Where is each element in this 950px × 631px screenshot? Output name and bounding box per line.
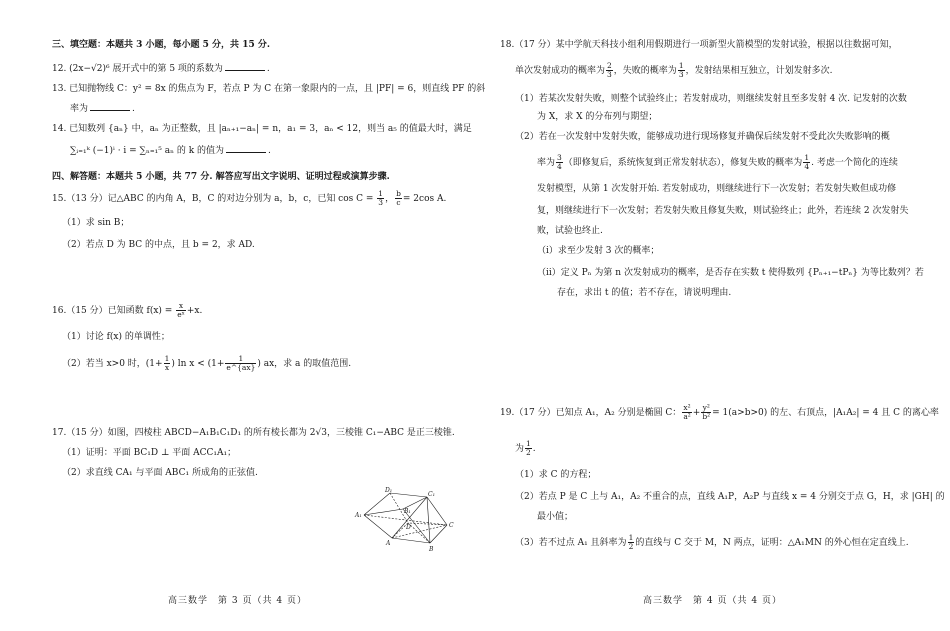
figure-label: B (429, 546, 434, 553)
question-16-stem: 16.（15 分）已知函数 f(x) = $\frac{x}{\text{eˣ}}$ +x. (52, 301, 203, 319)
fraction: $\frac{\text{y²}}{\text{b²}}$ (702, 403, 711, 421)
fraction: $\frac{1}{x}$ (164, 354, 170, 372)
answer-blank (225, 62, 265, 71)
fraction: $\frac{1}{4}$ (804, 153, 810, 171)
question-18-part-2-line-1: （2）若在一次发射中发射失败，能够成功进行现场修复并确保后续发射不受此次失败影响的概 (515, 132, 890, 142)
page-footer: 高三数学 第 4 页（共 4 页） (643, 596, 782, 606)
section-3-title: 三、填空题：本题共 3 小题，每小题 5 分，共 15 分. (52, 40, 270, 50)
question-17-stem: 17.（15 分）如图，四棱柱 ABCD−A₁B₁C₁D₁ 的所有棱长都为 2√3，三棱锥 C₁−ABC 是正三棱锥. (52, 428, 455, 438)
fraction: $\frac{1}{3}$ (378, 189, 384, 207)
question-15-stem: 15.（13 分）记△ABC 的内角 A，B，C 的对边分别为 a，b，c，已知 cos C = $\frac{1}{3}$ ， $\frac{b}{c}$ = 2cos A. (52, 189, 447, 207)
question-19-part-2-line-2: 最小值； (537, 512, 574, 522)
exam-page-4 (475, 0, 950, 631)
fraction: $\frac{1}{3}$ (678, 61, 684, 79)
question-13-line-1: 13. 已知抛物线 C：y² = 8x 的焦点为 F，若点 P 为 C 在第一象限内的一点，且 |PF| = 6，则直线 PF 的斜 (52, 84, 486, 94)
fraction: $\frac{1}{2}$ (526, 439, 531, 457)
question-18-part-2-ii-line-2: 存在，求出 t 的值；若不存在，请说明理由. (557, 288, 732, 298)
question-15-part-2: （2）若点 D 为 BC 的中点，且 b = 2，求 AD. (62, 240, 255, 250)
question-16-part-2: （2）若当 x>0 时，(1+ $\frac{1}{x}$ ) ln x < (1+ $\frac{1}{e\^{}\{ax\}}$ ) ax，求 a 的取值范围. (62, 354, 352, 372)
question-18-part-2-line-2: 率为 $\frac{3}{4}$ （即修复后，系统恢复到正常发射状态），修复失败的概率为 $\frac{1}{4}$ . 考虑一个简化的连续 (537, 153, 898, 171)
question-18-line-2: 单次发射成功的概率为 $\frac{2}{3}$ ，失败的概率为 $\frac{1}{3}$ ，发射结果相互独立，计划发射多次. (515, 61, 833, 79)
question-14-line-2: ∑ᵢ₌₁ᵏ (−1)ⁱ · i = ∑ₙ₌₁⁵ aₙ 的 k 的值为 . (70, 146, 271, 156)
answer-blank (90, 102, 130, 111)
question-18-part-1-line-2: 为 X，求 X 的分布列与期望； (537, 112, 658, 122)
figure-label: A (386, 540, 391, 547)
question-16-part-1: （1）讨论 f(x) 的单调性； (62, 332, 170, 342)
figure-label: B₁ (404, 508, 411, 515)
section-4-title: 四、解答题：本题共 5 小题，共 77 分. 解答应写出文字说明、证明过程或演算步骤. (52, 172, 390, 182)
question-19-part-1: （1）求 C 的方程； (515, 470, 597, 480)
question-18-part-2-line-5: 败，试验也终止. (537, 226, 603, 236)
question-19-part-2-line-1: （2）若点 P 是 C 上与 A₁，A₂ 不重合的点，直线 A₁P，A₂P 与直线 x = 4 分别交于点 G，H，求 |GH| 的 (515, 492, 945, 502)
prism-figure (350, 486, 460, 556)
question-19-part-3: （3）若不过点 A₁ 且斜率为 $\frac{1}{2}$ 的直线与 C 交于 M，N 两点，证明：△A₁MN 的外心恒在定直线上. (515, 533, 909, 551)
figure-label: C (449, 522, 454, 529)
fraction: $\frac{x}{\text{eˣ}}$ (177, 301, 185, 319)
fraction: $\frac{2}{3}$ (607, 61, 612, 79)
question-14-line-1: 14. 已知数列 {aₙ} 中，aₙ 为正整数，且 |aₙ₊₁−aₙ| = n，a₁ = 3，aₙ < 12，则当 a₅ 的值最大时，满足 (52, 124, 472, 134)
figure-label: D₁ (385, 487, 393, 494)
figure-label: A₁ (355, 512, 362, 519)
question-18-part-2-i: （i）求至少发射 3 次的概率； (537, 246, 660, 256)
answer-blank (226, 144, 266, 153)
figure-label: D (406, 524, 411, 531)
question-18-part-1-line-1: （1）若某次发射失败，则整个试验终止；若发射成功，则继续发射且至多发射 4 次. 记发射的次数 (515, 94, 907, 104)
question-18-part-2-line-4: 复，则继续进行下一次发射；若发射失败且修复失败，则试验终止；此外，若连续 2 次发射失 (537, 206, 909, 216)
question-19-line-1: 19.（17 分）已知点 A₁，A₂ 分别是椭圆 C： $\frac{\text{x²}}{\text{a²}}$ + $\frac{\text{y²}}{\text{b²}}$ = 1(a>b>0) 的左、右顶点，|A₁A₂| = 4 且 C 的离心率 (500, 403, 939, 421)
question-18-part-2-ii-line-1: （ii）定义 Pₙ 为第 n 次发射成功的概率，是否存在实数 t 使得数列 {Pₙ₊₁−tPₙ} 为等比数列？若 (537, 268, 924, 278)
question-19-line-2: 为 $\frac{1}{2}$ . (515, 439, 536, 457)
question-17-part-2: （2）求直线 CA₁ 与平面 ABC₁ 所成角的正弦值. (62, 468, 258, 478)
question-13-line-2: 率为 . (70, 104, 135, 114)
page-footer: 高三数学 第 3 页（共 4 页） (168, 596, 307, 606)
question-18-line-1: 18.（17 分）某中学航天科技小组利用假期进行一项新型火箭模型的发射试验，根据以往数据可知， (500, 40, 898, 50)
fraction: $\frac{3}{4}$ (557, 153, 562, 171)
question-15-part-1: （1）求 sin B； (62, 218, 130, 228)
fraction: $\frac{1}{2}$ (628, 533, 634, 551)
fraction: $\frac{1}{e\^{}\{ax\}}$ (226, 354, 256, 372)
question-17-part-1: （1）证明：平面 BC₁D ⊥ 平面 ACC₁A₁； (62, 448, 237, 458)
fraction: $\frac{b}{c}$ (396, 189, 401, 207)
fraction: $\frac{\text{x²}}{\text{a²}}$ (683, 403, 691, 421)
question-18-part-2-line-3: 发射模型，从第 1 次发射开始. 若发射成功，则继续进行下一次发射；若发射失败但成功修 (537, 184, 897, 194)
question-12: 12. (2x−√2)⁶ 展开式中的第 5 项的系数为 . (52, 64, 270, 74)
figure-label: C₁ (428, 491, 435, 498)
